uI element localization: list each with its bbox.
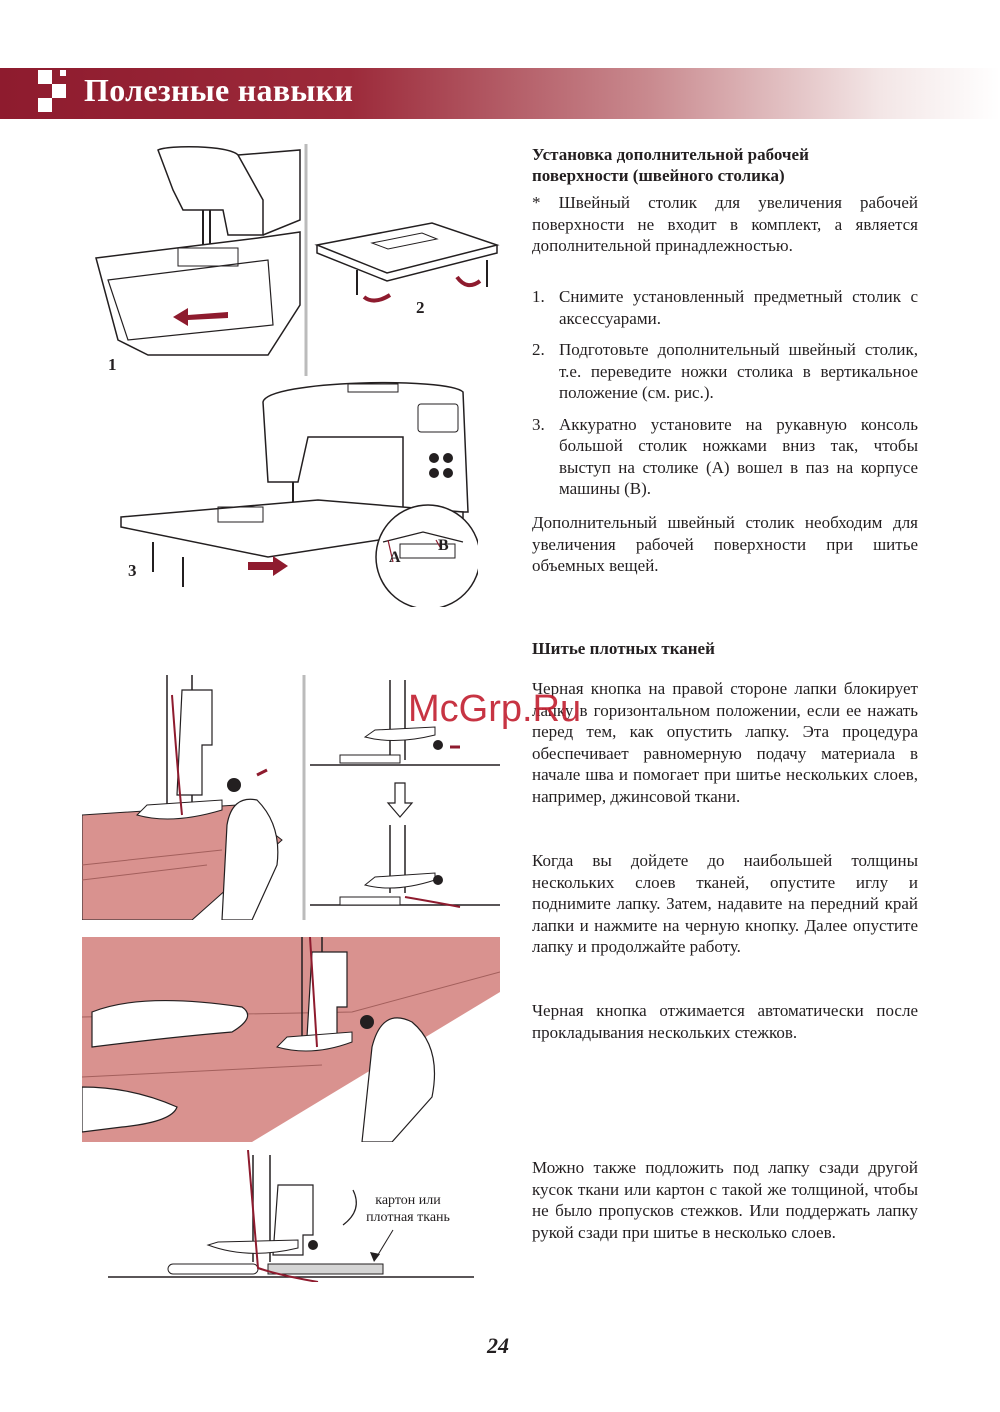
list-item bbox=[532, 414, 918, 500]
figure-6-hands-on-fabric bbox=[82, 937, 500, 1142]
watermark: McGrp.Ru bbox=[408, 688, 582, 730]
section1-heading: Установка дополнительной рабочей поверхности (швейного столика) bbox=[532, 145, 809, 185]
callout-cardboard: картон или плотная ткань bbox=[366, 1193, 450, 1225]
figure-1-label: 1 bbox=[108, 355, 117, 374]
figure-3-machine-with-table bbox=[118, 372, 478, 607]
figure-3-label: 3 bbox=[128, 561, 137, 580]
figure-1-machine-arm bbox=[88, 140, 308, 380]
step-text: Подготовьте дополнительный швейный столик, т.е. переведите ножки столика в вертикальное положение (см. рис.). bbox=[559, 340, 918, 402]
section1-summary: Дополнительный швейный столик необходим для увеличения рабочей поверхности при шитье объемных вещей. bbox=[532, 513, 918, 575]
page-title: Полезные навыки bbox=[84, 72, 354, 108]
figure-3-slot-b-label: B bbox=[438, 537, 449, 554]
list-item bbox=[532, 286, 918, 329]
section1-steps bbox=[532, 286, 918, 510]
list-item bbox=[532, 339, 918, 404]
section2-heading: Шитье плотных тканей bbox=[532, 639, 715, 658]
step-text: Снимите установленный предметный столик с аксессуарами. bbox=[559, 287, 918, 328]
figure-2-extension-table bbox=[312, 215, 502, 310]
step-number: 1. bbox=[532, 287, 545, 306]
figure-2-label: 2 bbox=[416, 298, 425, 317]
section2-paragraph-2: Когда вы дойдете до наибольшей толщины нескольких слоев тканей, опустите иглу и поднимите лапку. Затем, надавите на передний край лапки и нажмите на черную кнопку. Далее опустите лапку и продолжайте работу. bbox=[532, 851, 918, 956]
section2-paragraph-1: Черная кнопка на правой стороне лапки блокирует лапку в горизонтальном положении, если ее нажать перед тем, как опустить лапку. Эта процедура обеспечивает равномерную подачу материала в начале шва и помогает при шитье нескольких слоев, например, джинсовой ткани. bbox=[532, 679, 918, 806]
step-text: Аккуратно установите на рукавную консоль большой столик ножками вниз так, чтобы выступ на столике (А) вошел в паз на корпусе машины (В). bbox=[559, 414, 918, 498]
figure-3-slot-a-label: A bbox=[389, 549, 401, 566]
step-number: 2. bbox=[532, 340, 545, 359]
page-number: 24 bbox=[487, 1333, 509, 1358]
step-number: 3. bbox=[532, 414, 545, 434]
section1-note: * Швейный столик для увеличения рабочей поверхности не входит в комплект, а является дополнительной принадлежностью. bbox=[532, 193, 918, 255]
logo-icon bbox=[38, 70, 74, 116]
section2-paragraph-3: Черная кнопка отжимается автоматически после прокладывания нескольких стежков. bbox=[532, 1001, 918, 1042]
figure-4-press-button bbox=[82, 675, 307, 920]
section2-paragraph-4: Можно также подложить под лапку сзади другой кусок ткани или картон с такой же толщиной, чтобы не было пропусков стежков. Или поддержать лапку рукой сзади при шитье в несколько слоев. bbox=[532, 1158, 918, 1242]
